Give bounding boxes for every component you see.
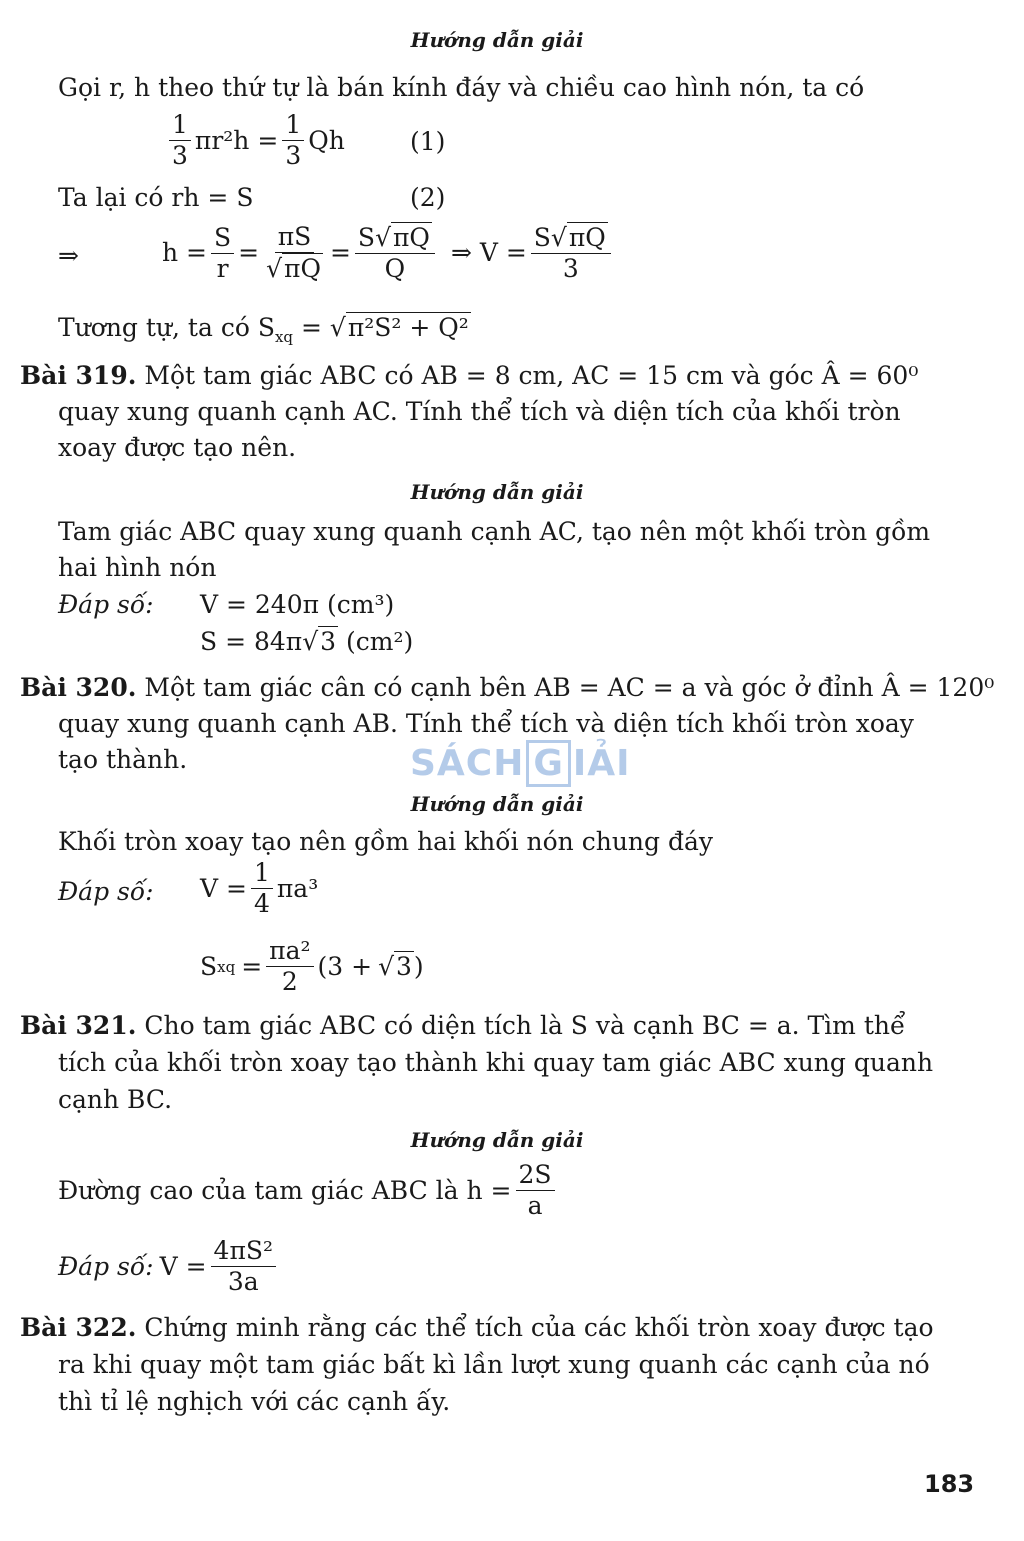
equation-2-tag: (2) (410, 183, 446, 212)
equation-h: h = $\frac{S}{r}$ = $\frac{\pi S}{√\pi Q}$ = $\frac{S√\pi Q}{Q}$ ⇒ V = $\frac{S√\pi Q}{3}$ (162, 222, 615, 284)
fraction-S-over-r: $\frac{S}{r}$ (211, 223, 234, 284)
watermark-logo: SÁCH G IẢI (410, 740, 631, 787)
fraction-one-quarter: $\frac{1}{4}$ (251, 858, 273, 919)
fraction-S-sqrt-piQ-over-Q: $\frac{S√\pi Q}{Q}$ (355, 222, 435, 284)
answer-319-volume: V = 240π (cm³) (200, 590, 395, 619)
solution-heading: Hướng dẫn giải (410, 28, 584, 52)
equation-1: $\frac{1}{3}$ πr²h = $\frac{1}{3}$ Qh (165, 110, 345, 171)
problem-321-line-3: cạnh BC. (58, 1085, 173, 1114)
problem-322-line-2: ra khi quay một tam giác bất kì lần lượt xung quanh các cạnh của nó (58, 1350, 930, 1379)
answer-320-area: S xq = $\frac{\text{πa²}}{2}$ (3 + √3 ) (200, 936, 424, 996)
solution-320-line-1: Khối tròn xoay tạo nên gồm hai khối nón chung đáy (58, 827, 714, 856)
page-number: 183 (924, 1470, 975, 1498)
solution-319-line-1: Tam giác ABC quay xung quanh cạnh AC, tạo nên một khối tròn gồm (58, 517, 931, 546)
problem-319-line-3: xoay được tạo nên. (58, 433, 297, 462)
fraction-one-third: $\frac{1}{3}$ (282, 110, 304, 171)
problem-322-line-1: Bài 322. Chứng minh rằng các thể tích của các khối tròn xoay được tạo (20, 1313, 934, 1342)
solution-heading: Hướng dẫn giải (410, 480, 584, 504)
answer-320-volume: V = $\frac{1}{4}$ πa³ (200, 858, 319, 918)
problem-320-line-2: quay xung quanh cạnh AB. Tính thể tích và diện tích khối tròn xoay (58, 709, 914, 738)
fraction-2S-over-a: $\frac{2S}{a}$ (516, 1160, 555, 1221)
intro-text: Gọi r, h theo thứ tự là bán kính đáy và chiều cao hình nón, ta có (58, 73, 865, 102)
problem-320-line-3: tạo thành. (58, 745, 188, 774)
similar-line: Tương tự, ta có $S_{xq} = √\pi^2S^2 + Q^2$ (58, 313, 469, 346)
solution-321-line-1: Đường cao của tam giác ABC là h = $\frac{2S}{a}$ (58, 1160, 559, 1221)
solution-heading: Hướng dẫn giải (410, 792, 584, 816)
equation-2: Ta lại có rh = S (58, 183, 254, 212)
implies-symbol: ⇒ (58, 241, 79, 270)
answer-label: Đáp số: (58, 877, 154, 906)
problem-319-line-2: quay xung quanh cạnh AC. Tính thể tích và diện tích của khối tròn (58, 397, 901, 426)
fraction-V: $\frac{S√\pi Q}{3}$ (531, 222, 611, 284)
answer-319-area: S = 84π√3 (cm²) (200, 627, 414, 656)
solution-heading: Hướng dẫn giải (410, 1128, 584, 1152)
answer-label: Đáp số: (58, 590, 154, 619)
fraction-one-third: $\frac{1}{3}$ (169, 110, 191, 171)
problem-320-line-1: Bài 320. Một tam giác cân có cạnh bên AB = AC = a và góc ở đỉnh Â = 120⁰ (20, 673, 995, 702)
problem-322-line-3: thì tỉ lệ nghịch với các cạnh ấy. (58, 1387, 451, 1416)
fraction-volume-321: $\frac{\text{4πS²}}{3a}$ (211, 1236, 277, 1297)
problem-319-line-1: Bài 319. Một tam giác ABC có AB = 8 cm, AC = 15 cm và góc Â = 60⁰ (20, 361, 919, 390)
solution-319-line-2: hai hình nón (58, 553, 217, 582)
fraction-piS-over-sqrt-piQ: $\frac{\pi S}{√\pi Q}$ (266, 222, 321, 283)
equation-1-tag: (1) (410, 127, 446, 156)
fraction-pia2-over-2: $\frac{\text{πa²}}{2}$ (266, 936, 313, 997)
problem-321-line-2: tích của khối tròn xoay tạo thành khi quay tam giác ABC xung quanh (58, 1048, 934, 1077)
answer-321: Đáp số: V = $\frac{\text{4πS²}}{3a}$ (58, 1236, 280, 1297)
problem-321-line-1: Bài 321. Cho tam giác ABC có diện tích là S và cạnh BC = a. Tìm thể (20, 1011, 906, 1040)
